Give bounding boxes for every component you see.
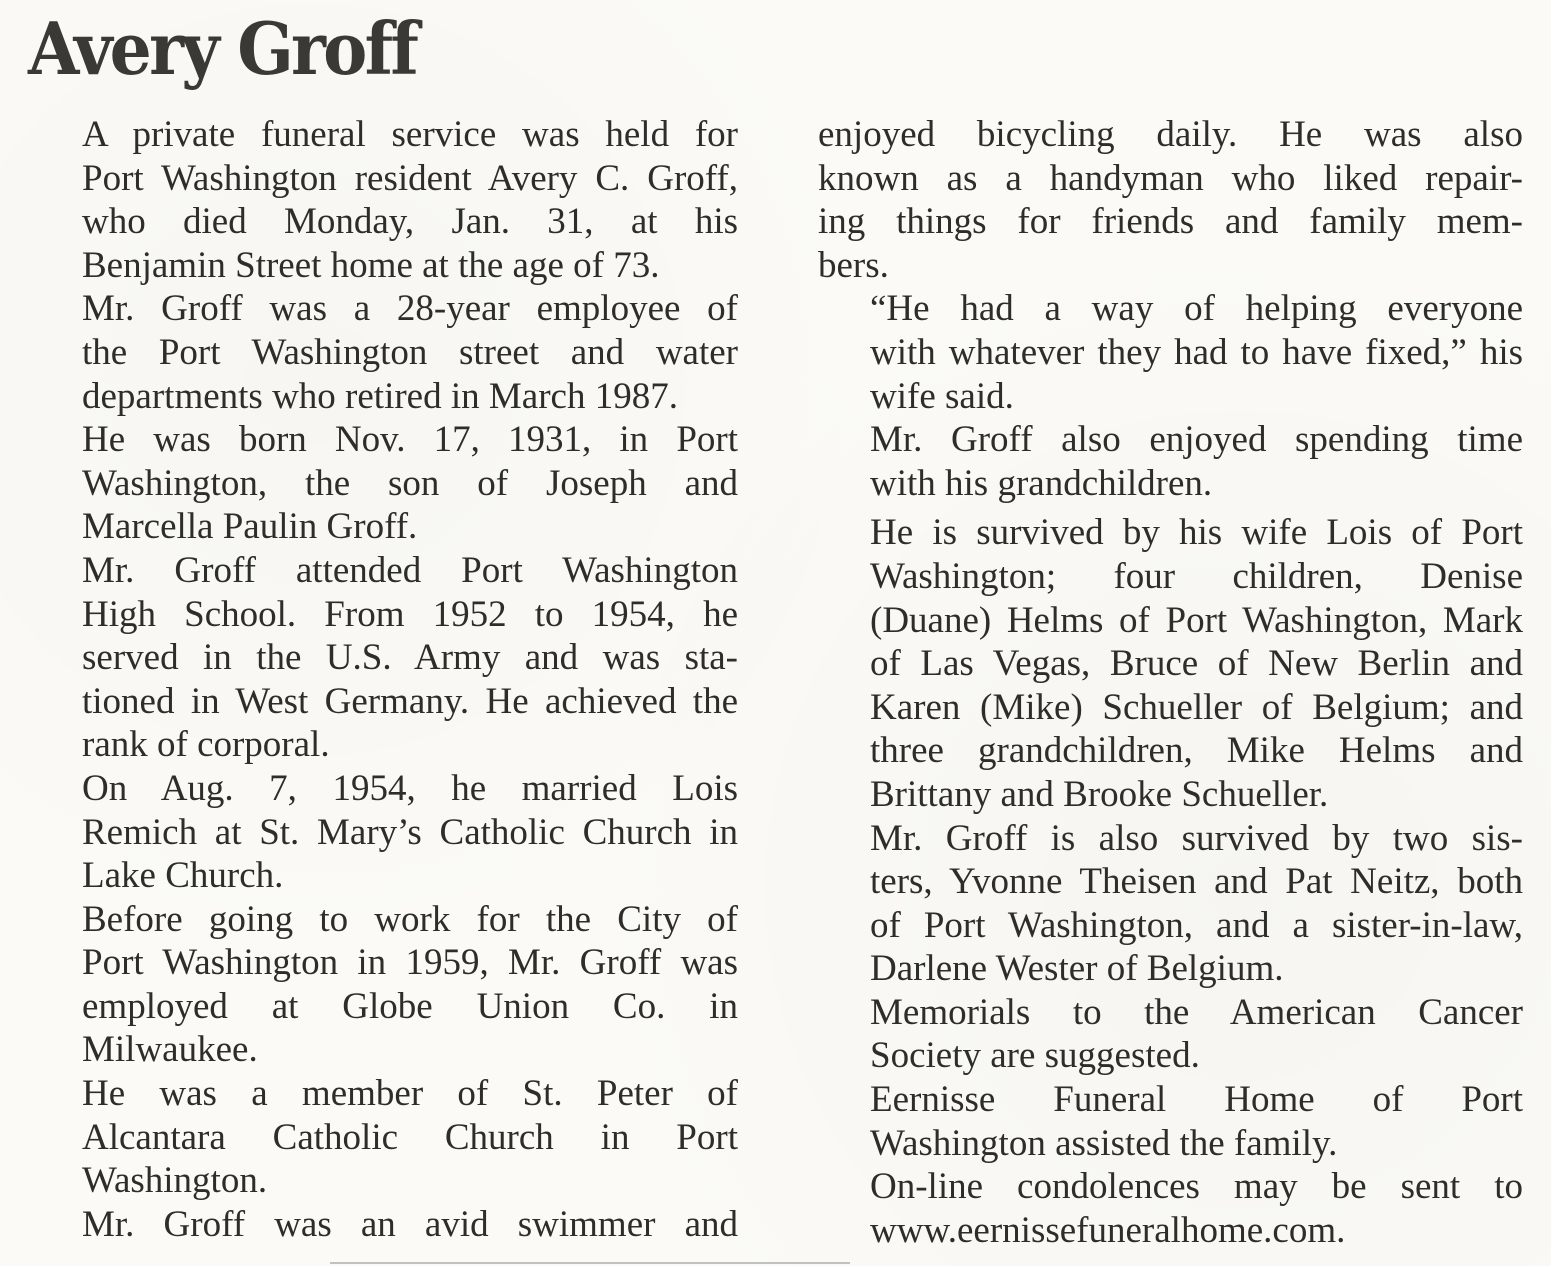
paragraph-wife-quote — [818, 287, 1523, 418]
text-line: rank of corporal. — [82, 724, 330, 766]
text-line: Mr. Groff also enjoyed spending time — [870, 419, 1523, 461]
text-line: Washington, the son of Joseph and — [82, 462, 738, 504]
text-line: “He had a way of helping everyone — [870, 288, 1523, 330]
text-line: Washington; four children, Denise — [870, 555, 1523, 597]
text-line: Society are suggested. — [870, 1035, 1200, 1077]
text-line: Darlene Wester of Belgium. — [870, 948, 1284, 990]
text-line: Karen (Mike) Schueller of Belgium; and — [870, 686, 1523, 728]
text-line: Marcella Paulin Groff. — [82, 506, 418, 548]
text-line: ters, Yvonne Theisen and Pat Neitz, both — [870, 861, 1523, 903]
text-line: Mr. Groff attended Port Washington — [82, 549, 738, 591]
text-line: Washington assisted the family. — [870, 1122, 1338, 1164]
text-line: known as a handyman who liked repair- — [818, 157, 1523, 199]
text-line: departments who retired in March 1987. — [82, 375, 678, 417]
text-line: ing things for friends and family mem- — [818, 201, 1523, 243]
text-line: On Aug. 7, 1954, he married Lois — [82, 767, 738, 809]
paragraph-birth — [30, 418, 738, 549]
paragraph-funeral-home — [818, 1078, 1523, 1165]
text-line: He was a member of St. Peter of — [82, 1073, 738, 1115]
text-line: Alcantara Catholic Church in Port — [82, 1116, 738, 1158]
text-line: with his grandchildren. — [870, 462, 1213, 504]
paragraph-sisters — [818, 817, 1523, 991]
text-line: Mr. Groff was an avid swimmer and — [82, 1203, 738, 1245]
paragraph-prior-employment — [30, 898, 738, 1072]
paragraph-education-military — [30, 549, 738, 767]
text-line: Port Washington in 1959, Mr. Groff was — [82, 942, 738, 984]
text-line: Port Washington resident Avery C. Groff, — [82, 157, 738, 199]
right-column — [818, 113, 1523, 1252]
text-line: Lake Church. — [82, 855, 284, 897]
text-line: Memorials to the American Cancer — [870, 991, 1523, 1033]
text-line: who died Monday, Jan. 31, at his — [82, 201, 738, 243]
condolence-website: www.eernissefuneralhome.com. — [870, 1209, 1346, 1251]
text-line: employed at Globe Union Co. in — [82, 985, 738, 1027]
paragraph-memorials — [818, 991, 1523, 1078]
text-line: of Las Vegas, Bruce of New Berlin and — [870, 643, 1523, 685]
text-line: Brittany and Brooke Schueller. — [870, 773, 1329, 815]
text-line: Washington. — [82, 1160, 268, 1202]
text-line: enjoyed bicycling daily. He was also — [818, 114, 1523, 155]
text-line: He was born Nov. 17, 1931, in Port — [82, 419, 738, 461]
left-column — [30, 113, 738, 1246]
text-line: Mr. Groff is also survived by two sis- — [870, 817, 1523, 859]
paragraph-survivors — [818, 511, 1523, 816]
text-line: tioned in West Germany. He achieved the — [82, 680, 738, 722]
text-line: On-line condolences may be sent to — [870, 1166, 1523, 1208]
text-line: three grandchildren, Mike Helms and — [870, 730, 1523, 772]
text-line: Remich at St. Mary’s Catholic Church in — [82, 811, 738, 853]
text-line: Benjamin Street home at the age of 73. — [82, 244, 660, 286]
text-line: the Port Washington street and water — [82, 331, 738, 373]
text-line: A private funeral service was held for — [82, 114, 738, 155]
paragraph-funeral-service — [30, 113, 738, 287]
text-line: wife said. — [870, 375, 1014, 417]
text-line: (Duane) Helms of Port Washington, Mark — [870, 599, 1523, 641]
paragraph-hobbies-continued — [818, 113, 1523, 287]
text-line: Milwaukee. — [82, 1029, 258, 1071]
text-line: Mr. Groff was a 28-year employee of — [82, 288, 738, 330]
bottom-rule — [330, 1262, 850, 1264]
text-line: High School. From 1952 to 1954, he — [82, 593, 738, 635]
paragraph-church — [30, 1072, 738, 1203]
text-line: served in the U.S. Army and was sta- — [82, 637, 738, 679]
obituary-headline: Avery Groff — [28, 6, 417, 91]
text-line: Before going to work for the City of — [82, 898, 738, 940]
text-line: of Port Washington, and a sister-in-law, — [870, 904, 1523, 946]
paragraph-hobbies-start — [30, 1203, 738, 1247]
text-line: He is survived by his wife Lois of Port — [870, 512, 1523, 554]
text-line: with whatever they had to have fixed,” his — [870, 331, 1523, 373]
text-line: bers. — [818, 244, 889, 286]
paragraph-condolences — [818, 1165, 1523, 1252]
paragraph-grandchildren — [818, 418, 1523, 505]
text-line: Eernisse Funeral Home of Port — [870, 1079, 1523, 1121]
paragraph-employment — [30, 287, 738, 418]
paragraph-marriage — [30, 767, 738, 898]
